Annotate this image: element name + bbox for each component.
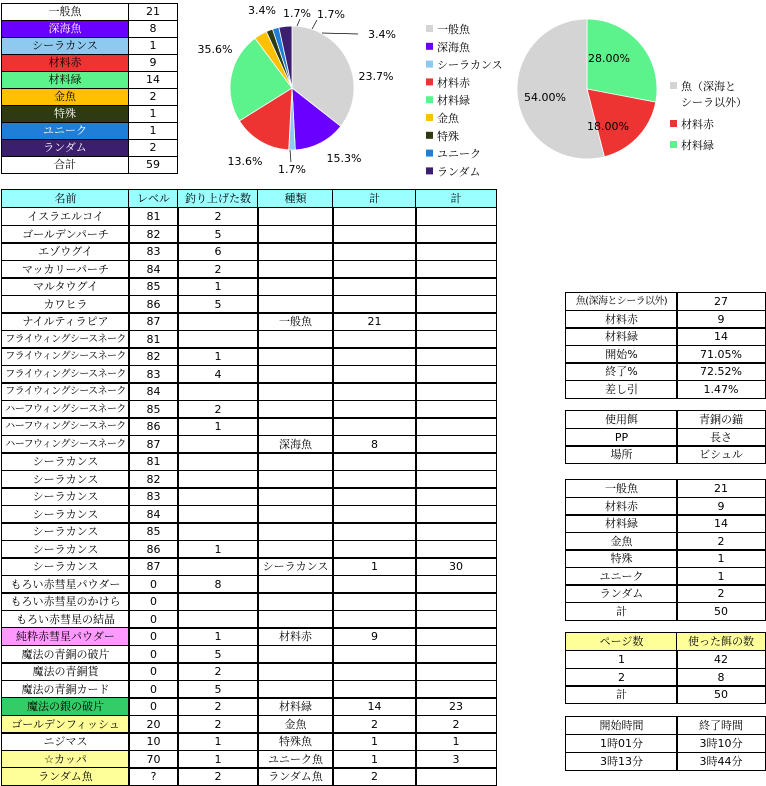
table-cell[interactable]: ?: [128, 767, 179, 786]
pages-header[interactable]: 使った餌の数: [676, 632, 766, 651]
legend-swatch: [426, 61, 433, 68]
info-label[interactable]: 場所: [565, 445, 678, 464]
legend-entry: 材料緑: [437, 94, 470, 108]
legend-entry: 材料赤: [437, 76, 470, 90]
table-cell[interactable]: [257, 452, 334, 471]
fish-name-cell[interactable]: フライウィングシースネーク: [1, 382, 130, 401]
counts-value[interactable]: 21: [676, 479, 766, 498]
table-cell[interactable]: 金魚: [257, 715, 334, 734]
legend-entry: 材料赤: [681, 118, 714, 131]
counts-value[interactable]: 1: [676, 549, 766, 568]
table-cell[interactable]: 30: [415, 557, 497, 576]
stats-label[interactable]: 材料赤: [565, 310, 678, 329]
fish-name-cell[interactable]: ランダム魚: [1, 767, 130, 786]
table-cell[interactable]: [415, 487, 497, 506]
legend-entry: シーラカンス: [437, 58, 503, 72]
legend-swatch: [426, 25, 433, 32]
times-label[interactable]: 3時13分: [565, 752, 678, 771]
table-cell[interactable]: 86: [128, 417, 179, 436]
counts-value[interactable]: 1: [676, 567, 766, 586]
fish-name-cell[interactable]: ☆カッパ: [1, 750, 130, 769]
fish-name-cell[interactable]: 魔法の青銅貨: [1, 662, 130, 681]
counts-label[interactable]: ユニーク: [565, 567, 678, 586]
leader-line: [297, 19, 300, 26]
data-label: 3.4%: [368, 28, 396, 41]
legend-swatch: [670, 120, 677, 127]
table-cell[interactable]: 材料緑: [257, 697, 334, 716]
table-cell[interactable]: 2: [415, 715, 497, 734]
table-cell[interactable]: 1: [332, 750, 417, 769]
table-cell[interactable]: [415, 382, 497, 401]
legend-swatch: [426, 96, 433, 103]
table-cell[interactable]: [415, 347, 497, 366]
table-cell[interactable]: 0: [128, 627, 179, 646]
legend-entry: 魚（深海と: [681, 80, 736, 93]
times-header[interactable]: 終了時間: [676, 716, 766, 735]
table-cell[interactable]: 83: [128, 487, 179, 506]
table-cell[interactable]: [332, 522, 417, 541]
table-cell[interactable]: ユニーク魚: [257, 750, 334, 769]
table-cell[interactable]: 10: [128, 732, 179, 751]
table-cell[interactable]: [332, 417, 417, 436]
table-header[interactable]: 名前: [1, 189, 130, 208]
counts-label[interactable]: 特殊: [565, 549, 678, 568]
summary-value[interactable]: 9: [128, 54, 178, 72]
counts-label[interactable]: 一般魚: [565, 479, 678, 498]
table-cell[interactable]: 85: [128, 522, 179, 541]
table-cell[interactable]: 14: [332, 697, 417, 716]
table-cell[interactable]: 83: [128, 365, 179, 384]
stats-value[interactable]: 72.52%: [676, 362, 766, 381]
table-cell[interactable]: [257, 277, 334, 296]
table-cell[interactable]: 1: [177, 277, 259, 296]
summary-value[interactable]: 1: [128, 105, 178, 123]
table-cell[interactable]: 0: [128, 575, 179, 594]
table-cell[interactable]: [257, 487, 334, 506]
legend-swatch: [426, 132, 433, 139]
counts-label[interactable]: 金魚: [565, 532, 678, 551]
times-header[interactable]: 開始時間: [565, 716, 678, 735]
fish-name-cell[interactable]: シーラカンス: [1, 505, 130, 524]
table-cell[interactable]: 1: [177, 347, 259, 366]
table-cell[interactable]: 0: [128, 645, 179, 664]
table-cell[interactable]: [257, 417, 334, 436]
counts-label[interactable]: 材料赤: [565, 497, 678, 516]
table-cell[interactable]: [332, 487, 417, 506]
summary-value[interactable]: 59: [128, 156, 178, 174]
table-cell[interactable]: 87: [128, 435, 179, 454]
counts-label[interactable]: ランダム: [565, 584, 678, 603]
leader-line: [322, 33, 358, 34]
table-cell[interactable]: 0: [128, 592, 179, 611]
leader-line: [290, 150, 291, 162]
table-cell[interactable]: [177, 487, 259, 506]
table-cell[interactable]: 20: [128, 715, 179, 734]
table-cell[interactable]: 0: [128, 662, 179, 681]
table-cell[interactable]: [332, 277, 417, 296]
fish-name-cell[interactable]: 魔法の青銅カード: [1, 680, 130, 699]
table-cell[interactable]: [257, 662, 334, 681]
info-label[interactable]: PP: [565, 428, 678, 447]
legend-swatch: [670, 141, 677, 148]
data-label: 18.00%: [587, 120, 629, 133]
table-cell[interactable]: 9: [332, 627, 417, 646]
legend-entry: 金魚: [437, 112, 459, 125]
fish-name-cell[interactable]: シーラカンス: [1, 452, 130, 471]
counts-value[interactable]: 9: [676, 497, 766, 516]
table-cell[interactable]: 1: [177, 417, 259, 436]
table-cell[interactable]: 86: [128, 295, 179, 314]
counts-label[interactable]: 計: [565, 602, 678, 621]
table-header[interactable]: レベル: [128, 189, 179, 208]
summary-label[interactable]: 深海魚: [1, 20, 129, 38]
table-cell[interactable]: 2: [177, 715, 259, 734]
table-cell[interactable]: 一般魚: [257, 312, 334, 331]
leader-line: [312, 20, 317, 29]
fish-name-cell[interactable]: シーラカンス: [1, 522, 130, 541]
table-cell[interactable]: [177, 312, 259, 331]
fish-name-cell[interactable]: マッカリーパーチ: [1, 260, 130, 279]
table-cell[interactable]: 1: [415, 732, 497, 751]
legend-swatch: [426, 43, 433, 50]
table-cell[interactable]: [177, 452, 259, 471]
pages-label[interactable]: 計: [565, 685, 678, 704]
pages-label[interactable]: 2: [565, 668, 678, 687]
table-cell[interactable]: 特殊魚: [257, 732, 334, 751]
table-cell[interactable]: 1: [332, 557, 417, 576]
data-label: 1.7%: [317, 8, 345, 21]
table-cell[interactable]: [177, 382, 259, 401]
stats-value[interactable]: 27: [676, 292, 766, 311]
table-cell[interactable]: [257, 382, 334, 401]
table-header[interactable]: 計: [415, 189, 497, 208]
table-header[interactable]: 種類: [257, 189, 334, 208]
fish-name-cell[interactable]: 魔法の青銅の破片: [1, 645, 130, 664]
summary-value[interactable]: 8: [128, 20, 178, 38]
table-cell[interactable]: 5: [177, 295, 259, 314]
pages-value[interactable]: 42: [676, 650, 766, 669]
data-label: 35.6%: [197, 43, 233, 56]
counts-label[interactable]: 材料緑: [565, 514, 678, 533]
info-value[interactable]: ビシュル: [676, 445, 766, 464]
data-label: 13.6%: [227, 155, 263, 168]
times-value[interactable]: 3時10分: [676, 734, 766, 753]
table-cell[interactable]: [177, 557, 259, 576]
summary-value[interactable]: 2: [128, 139, 178, 157]
summary-label[interactable]: 金魚: [1, 88, 129, 106]
charts-layer: [0, 0, 766, 190]
table-cell[interactable]: 1: [332, 732, 417, 751]
legend-swatch: [426, 78, 433, 85]
table-cell[interactable]: [257, 207, 334, 226]
info-value[interactable]: 長さ: [676, 428, 766, 447]
summary-label[interactable]: ランダム: [1, 139, 129, 157]
table-cell[interactable]: 2: [177, 767, 259, 786]
table-cell[interactable]: 70: [128, 750, 179, 769]
pages-header[interactable]: ページ数: [565, 632, 678, 651]
table-cell[interactable]: [415, 522, 497, 541]
fish-name-cell[interactable]: マルタウグイ: [1, 277, 130, 296]
fish-name-cell[interactable]: ナイルティラピア: [1, 312, 130, 331]
table-cell[interactable]: 23: [415, 697, 497, 716]
table-cell[interactable]: [257, 347, 334, 366]
table-cell[interactable]: 1: [177, 732, 259, 751]
table-cell[interactable]: 2: [332, 715, 417, 734]
legend-entry: 深海魚: [437, 40, 470, 54]
data-label: 3.4%: [248, 4, 276, 17]
fish-name-cell[interactable]: ハーフウィングシースネーク: [1, 435, 130, 454]
table-cell[interactable]: 84: [128, 505, 179, 524]
summary-label[interactable]: 材料赤: [1, 54, 129, 72]
legend-entry: ランダム: [437, 165, 481, 179]
table-cell[interactable]: 深海魚: [257, 435, 334, 454]
fish-name-cell[interactable]: ハーフウィングシースネーク: [1, 417, 130, 436]
table-cell[interactable]: 5: [177, 225, 259, 244]
legend-entry: 一般魚: [437, 23, 470, 36]
fish-name-cell[interactable]: カワヒラ: [1, 295, 130, 314]
table-cell[interactable]: [332, 592, 417, 611]
legend-entry: 材料緑: [681, 139, 714, 152]
table-cell[interactable]: 8: [332, 435, 417, 454]
table-cell[interactable]: ランダム魚: [257, 767, 334, 786]
legend-entry: シーラ以外）: [681, 96, 747, 109]
pages-label[interactable]: 1: [565, 650, 678, 669]
fish-name-cell[interactable]: フライウィングシースネーク: [1, 347, 130, 366]
summary-value[interactable]: 2: [128, 88, 178, 106]
counts-value[interactable]: 14: [676, 514, 766, 533]
summary-value[interactable]: 1: [128, 122, 178, 140]
fish-name-cell[interactable]: ハーフウィングシースネーク: [1, 400, 130, 419]
stats-label[interactable]: 開始%: [565, 345, 678, 364]
table-header[interactable]: 釣り上げた数: [177, 189, 259, 208]
fish-name-cell[interactable]: 魔法の銀の破片: [1, 697, 130, 716]
stats-label[interactable]: 差し引: [565, 380, 678, 399]
summary-label[interactable]: ユニーク: [1, 122, 129, 140]
table-cell[interactable]: 21: [332, 312, 417, 331]
table-cell[interactable]: 3: [415, 750, 497, 769]
stats-label[interactable]: 材料緑: [565, 327, 678, 346]
counts-value[interactable]: 50: [676, 602, 766, 621]
data-label: 1.7%: [278, 163, 306, 176]
table-cell[interactable]: 2: [177, 207, 259, 226]
times-value[interactable]: 3時44分: [676, 752, 766, 771]
table-cell[interactable]: [415, 767, 497, 786]
fish-name-cell[interactable]: フライウィングシースネーク: [1, 330, 130, 349]
table-cell[interactable]: [415, 312, 497, 331]
data-label: 15.3%: [326, 152, 362, 165]
table-cell[interactable]: [332, 347, 417, 366]
table-cell[interactable]: 0: [128, 680, 179, 699]
table-cell[interactable]: 2: [332, 767, 417, 786]
fish-name-cell[interactable]: シーラカンス: [1, 470, 130, 489]
table-cell[interactable]: [257, 242, 334, 261]
table-cell[interactable]: [415, 662, 497, 681]
pages-value[interactable]: 8: [676, 668, 766, 687]
table-cell[interactable]: 2: [177, 400, 259, 419]
table-cell[interactable]: [332, 662, 417, 681]
fish-name-cell[interactable]: もろい赤彗星パウダー: [1, 575, 130, 594]
legend-swatch: [670, 82, 677, 89]
pages-value[interactable]: 50: [676, 685, 766, 704]
table-cell[interactable]: [332, 207, 417, 226]
legend-swatch: [426, 150, 433, 157]
table-cell[interactable]: 81: [128, 330, 179, 349]
table-cell[interactable]: 84: [128, 260, 179, 279]
table-cell[interactable]: [177, 592, 259, 611]
fish-name-cell[interactable]: ゴールデンフィッシュ: [1, 715, 130, 734]
table-cell[interactable]: [415, 592, 497, 611]
table-header[interactable]: 計: [332, 189, 417, 208]
stats-value[interactable]: 1.47%: [676, 380, 766, 399]
table-cell[interactable]: 4: [177, 365, 259, 384]
summary-value[interactable]: 21: [128, 3, 178, 21]
fish-name-cell[interactable]: エゾウグイ: [1, 242, 130, 261]
table-cell[interactable]: 81: [128, 207, 179, 226]
table-cell[interactable]: [415, 627, 497, 646]
table-cell[interactable]: 86: [128, 540, 179, 559]
fish-name-cell[interactable]: シーラカンス: [1, 487, 130, 506]
stats-value[interactable]: 14: [676, 327, 766, 346]
info-value[interactable]: 青銅の錨: [676, 410, 766, 429]
table-cell[interactable]: 1: [177, 750, 259, 769]
table-cell[interactable]: [332, 242, 417, 261]
table-cell[interactable]: 1: [177, 540, 259, 559]
table-cell[interactable]: 材料赤: [257, 627, 334, 646]
table-cell[interactable]: [415, 242, 497, 261]
table-cell[interactable]: [257, 592, 334, 611]
fish-name-cell[interactable]: ニジマス: [1, 732, 130, 751]
stats-value[interactable]: 9: [676, 310, 766, 329]
summary-value[interactable]: 14: [128, 71, 178, 89]
data-label: 1.7%: [283, 7, 311, 20]
table-cell[interactable]: 85: [128, 400, 179, 419]
times-label[interactable]: 1時01分: [565, 734, 678, 753]
fish-name-cell[interactable]: 純粋赤彗星パウダー: [1, 627, 130, 646]
table-cell[interactable]: 2: [177, 662, 259, 681]
table-cell[interactable]: 0: [128, 697, 179, 716]
table-cell[interactable]: [332, 382, 417, 401]
data-label: 28.00%: [588, 52, 630, 65]
table-cell[interactable]: 82: [128, 470, 179, 489]
table-cell[interactable]: [415, 207, 497, 226]
fish-name-cell[interactable]: シーラカンス: [1, 557, 130, 576]
legend-entry: 特殊: [437, 129, 459, 143]
table-cell[interactable]: 87: [128, 557, 179, 576]
fish-name-cell[interactable]: フライウィングシースネーク: [1, 365, 130, 384]
table-cell[interactable]: [415, 452, 497, 471]
counts-value[interactable]: 2: [676, 532, 766, 551]
table-cell[interactable]: 6: [177, 242, 259, 261]
fish-name-cell[interactable]: もろい赤彗星のかけら: [1, 592, 130, 611]
stats-label[interactable]: 魚(深海とシーラ以外): [565, 292, 678, 311]
table-cell[interactable]: [332, 452, 417, 471]
summary-label[interactable]: 一般魚: [1, 3, 129, 21]
table-cell[interactable]: [177, 522, 259, 541]
summary-label[interactable]: 特殊: [1, 105, 129, 123]
legend-entry: ユニーク: [437, 147, 481, 161]
legend-swatch: [426, 167, 433, 174]
table-cell[interactable]: 82: [128, 225, 179, 244]
fish-name-cell[interactable]: イスラエルコイ: [1, 207, 130, 226]
table-cell[interactable]: 83: [128, 242, 179, 261]
table-cell[interactable]: 2: [177, 697, 259, 716]
table-cell[interactable]: 85: [128, 277, 179, 296]
table-cell[interactable]: 2: [177, 260, 259, 279]
table-cell[interactable]: 1: [177, 627, 259, 646]
table-cell[interactable]: 84: [128, 382, 179, 401]
table-cell[interactable]: [415, 417, 497, 436]
summary-label[interactable]: シーラカンス: [1, 37, 129, 55]
table-cell[interactable]: 81: [128, 452, 179, 471]
table-cell[interactable]: 8: [177, 575, 259, 594]
fish-name-cell[interactable]: ゴールデンパーチ: [1, 225, 130, 244]
summary-label[interactable]: 材料緑: [1, 71, 129, 89]
table-cell[interactable]: シーラカンス: [257, 557, 334, 576]
counts-value[interactable]: 2: [676, 584, 766, 603]
data-label: 23.7%: [358, 70, 394, 83]
summary-value[interactable]: 1: [128, 37, 178, 55]
stats-label[interactable]: 終了%: [565, 362, 678, 381]
table-cell[interactable]: 0: [128, 610, 179, 629]
table-cell[interactable]: 87: [128, 312, 179, 331]
table-cell[interactable]: 82: [128, 347, 179, 366]
legend-swatch: [426, 114, 433, 121]
stats-value[interactable]: 71.05%: [676, 345, 766, 364]
data-label: 54.00%: [524, 91, 566, 104]
summary-label[interactable]: 合計: [1, 156, 129, 174]
fish-name-cell[interactable]: シーラカンス: [1, 540, 130, 559]
fish-name-cell[interactable]: もろい赤彗星の結晶: [1, 610, 130, 629]
table-cell[interactable]: 5: [177, 680, 259, 699]
info-label[interactable]: 使用餌: [565, 410, 678, 429]
table-cell[interactable]: [257, 522, 334, 541]
table-cell[interactable]: [415, 277, 497, 296]
table-cell[interactable]: 5: [177, 645, 259, 664]
